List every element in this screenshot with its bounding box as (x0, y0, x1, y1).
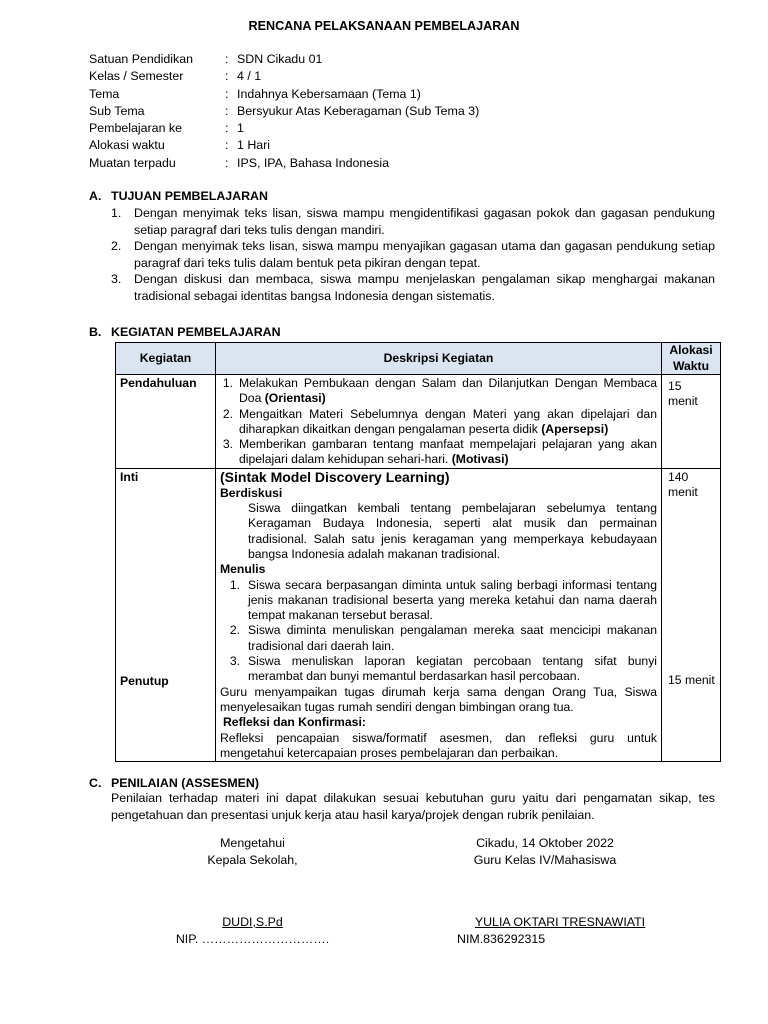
identity-row (89, 103, 479, 120)
list-text: Melakukan Pembukaan dengan Salam dan Dilanjutkan Dengan Membaca Doa (239, 376, 657, 406)
identity-colon: : (225, 52, 229, 66)
penutup-text: Guru menyampaikan tugas dirumah kerja sama dengan Orang Tua, Siswa menyelesaikan tugas rumah sendiri dengan bimbingan orang tua. (220, 684, 657, 714)
signature-left (170, 835, 335, 947)
identity-value: 1 Hari (237, 138, 271, 153)
tujuan-list (111, 205, 715, 304)
section-title: TUJUAN PEMBELAJARAN (111, 189, 268, 203)
signature-id: NIM.836292315 (457, 931, 546, 946)
signature-caption: Mengetahui (220, 836, 285, 850)
identity-label: Pembelajaran ke (89, 121, 182, 136)
identity-row (89, 68, 479, 85)
identity-colon: : (225, 103, 229, 118)
time-cell (662, 375, 721, 469)
list-item (111, 205, 715, 238)
refleksi-title: Refleksi dan Konfirmasi: (223, 715, 366, 730)
identity-label: Kelas / Semester (89, 69, 184, 84)
list-text: Dengan menyimak teks lisan, siswa mampu mengidentifikasi gagasan pokok dan gagasan pendukung setiap paragraf dari teks tulis dengan mandiri. (134, 206, 715, 237)
identity-colon: : (225, 86, 229, 101)
list-item (220, 437, 657, 468)
identity-value: SDN Cikadu 01 (237, 52, 323, 66)
berdiskusi-title: Berdiskusi (220, 485, 283, 500)
section-title: PENILAIAN (ASSESMEN) (111, 776, 260, 790)
penilaian-text: Penilaian terhadap materi ini dapat dilakukan sesuai kebutuhan guru yaitu dari pengamatan sikap, tes pengetahuan dan presentasi unjuk kerja atau hasil karya/projek dengan rubrik penilaian. (111, 791, 715, 822)
section-b-heading (89, 324, 281, 341)
time-value: 140 (668, 469, 689, 484)
list-text: Siswa menuliskan laporan kegiatan percobaan tentang sifat bunyi merambat dan bunyi memantul berdasarkan hasil percobaan. (248, 654, 657, 684)
list-item (220, 623, 657, 654)
table-row-inti-penutup (116, 468, 721, 761)
description-cell (216, 375, 662, 469)
identity-colon: : (225, 121, 229, 136)
time-unit: menit (668, 394, 698, 409)
time-value: 15 (668, 379, 682, 393)
identity-row (89, 155, 479, 172)
list-number: 3. (222, 437, 233, 452)
identity-row (89, 120, 479, 137)
activity-cell (116, 468, 216, 761)
identity-colon: : (225, 138, 229, 153)
section-letter: A. (89, 189, 102, 203)
time-value: 15 menit (668, 673, 715, 688)
table-header-row (116, 343, 721, 375)
signature-id: NIP. …………………………. (175, 931, 330, 946)
identity-row (89, 51, 479, 68)
identity-value: 1 (237, 121, 244, 136)
identity-label: Alokasi waktu (89, 138, 165, 153)
identity-label: Satuan Pendidikan (89, 52, 194, 66)
list-number: 3. (111, 272, 122, 286)
list-text: Dengan diskusi dan membaca, siswa mampu menjelaskan pengalaman sikap menghargai makanan tradisional sebagai identitas bangsa Indonesia dengan sistematis. (134, 272, 715, 303)
section-a-heading (89, 188, 268, 205)
identity-row (89, 137, 479, 154)
syntax-tag: (Apersepsi) (541, 421, 609, 436)
identity-colon: : (225, 69, 229, 84)
section-letter: C. (89, 776, 102, 790)
activity-label: Pendahuluan (120, 376, 197, 390)
identity-block (89, 51, 479, 172)
signature-role: Kepala Sekolah, (207, 852, 298, 867)
identity-label: Sub Tema (89, 103, 145, 118)
identity-value: Indahnya Kebersamaan (Tema 1) (237, 86, 421, 101)
kegiatan-table (115, 342, 721, 762)
list-item (220, 407, 657, 438)
list-item (220, 654, 657, 685)
signature-caption: Cikadu, 14 Oktober 2022 (476, 836, 614, 850)
identity-value: 4 / 1 (237, 69, 262, 84)
description-cell (216, 468, 662, 761)
list-number: 2. (229, 623, 240, 638)
identity-label: Tema (89, 86, 120, 101)
time-unit: menit (668, 485, 698, 500)
list-text: Siswa secara berpasangan diminta untuk saling berbagi informasi tentang jenis makanan tradisional beserta yang mereka ketahui dan nama daerah tempat makanan tersebut berasal. (248, 577, 657, 623)
time-cell (662, 468, 721, 761)
list-text: Dengan menyimak teks lisan, siswa mampu menyajikan gagasan utama dan gagasan pendukung setiap paragraf dari teks tulis dalam bentuk peta pikiran dengan tepat. (134, 239, 715, 270)
list-item (220, 376, 657, 407)
activity-label: Inti (120, 469, 139, 484)
list-number: 2. (111, 239, 122, 253)
identity-label: Muatan terpadu (89, 155, 176, 170)
list-number: 1. (229, 577, 240, 592)
signature-role: Guru Kelas IV/Mahasiswa (473, 852, 617, 867)
model-title: (Sintak Model Discovery Learning) (220, 468, 450, 485)
header-deskripsi: Deskripsi Kegiatan (216, 343, 662, 375)
activity-label: Penutup (120, 674, 169, 689)
list-text: Siswa diminta menuliskan pengalaman mereka saat mencicipi makanan tradisional dari daerah lain. (248, 623, 657, 653)
activity-cell (116, 375, 216, 469)
list-item (111, 271, 715, 304)
section-letter: B. (89, 325, 102, 339)
signature-name: DUDI,S.Pd (222, 915, 283, 929)
refleksi-text: Refleksi pencapaian siswa/formatif asesmen, dan refleksi guru untuk mengetahui ketercapaian proses pembelajaran dan perbaikan. (220, 730, 657, 760)
menulis-title: Menulis (220, 562, 266, 577)
list-text: Memberikan gambaran tentang manfaat mempelajari pelajaran yang akan dipelajari dalam kehidupan sehari-hari. (239, 437, 657, 467)
section-title: KEGIATAN PEMBELAJARAN (111, 325, 281, 339)
signature-right (440, 835, 650, 947)
list-number: 3. (229, 654, 240, 669)
list-item (220, 578, 657, 624)
list-number: 1. (222, 376, 233, 390)
document-title: RENCANA PELAKSANAAN PEMBELAJARAN (248, 19, 520, 33)
syntax-tag: (Orientasi) (264, 391, 326, 406)
header-kegiatan: Kegiatan (116, 343, 216, 375)
list-text: Mengaitkan Materi Sebelumnya dengan Materi yang akan dipelajari dan diharapkan dikaitkan dengan pengalaman peserta didik (239, 406, 657, 436)
header-alokasi: Alokasi Waktu (662, 343, 721, 375)
syntax-tag: (Motivasi) (451, 452, 509, 467)
identity-row (89, 86, 479, 103)
list-number: 1. (111, 206, 122, 220)
list-number: 2. (222, 406, 233, 421)
identity-colon: : (225, 155, 229, 170)
signature-name: YULIA OKTARI TRESNAWIATI (474, 915, 646, 929)
berdiskusi-text: Siswa diingatkan kembali tentang pembelajaran sebelumya tentang Keragaman Budaya Indonesia, seperti alat musik dan permainan tradisional. Salah satu jenis keragaman yang memperkaya kebudayaan bangsa Indonesia adalah makanan tradisional. (248, 501, 657, 561)
table-row-pendahuluan (116, 375, 721, 469)
identity-value: IPS, IPA, Bahasa Indonesia (237, 155, 389, 170)
list-item (111, 238, 715, 271)
identity-value: Bersyukur Atas Keberagaman (Sub Tema 3) (237, 103, 480, 118)
